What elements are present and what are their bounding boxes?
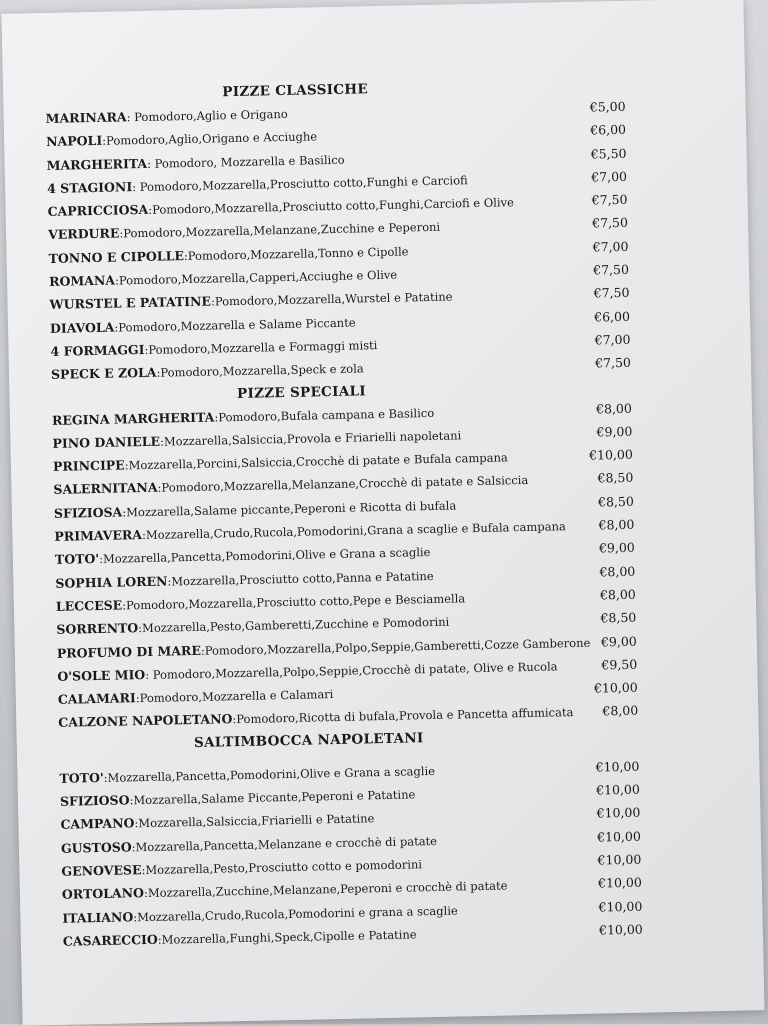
menu-item-name: LECCESE	[55, 597, 123, 614]
menu-item-name: PRINCIPE	[52, 457, 125, 475]
menu-item-price: €8,00	[599, 586, 636, 603]
menu-item-name: GUSTOSO	[60, 838, 132, 856]
menu-item-price: €5,00	[589, 98, 626, 115]
menu-item-name: NAPOLI	[46, 133, 103, 150]
menu-item-separator: :	[148, 202, 153, 218]
menu-item-separator: :	[210, 294, 216, 309]
menu-item-price: €9,00	[596, 423, 633, 440]
menu-item-name: SOPHIA LOREN	[55, 573, 168, 591]
menu-item-name: SPECK E ZOLA	[50, 364, 157, 383]
menu-item-name: CAPRICCIOSA	[47, 202, 149, 220]
menu-item-name: REGINA MARGHERITA	[51, 409, 215, 428]
menu-item-separator: :	[126, 110, 135, 125]
menu-item-ingredients: Pomodoro,Mozzarella e Calamari	[139, 687, 334, 706]
menu-item-ingredients: Mozzarella,Funghi,Speck,Cipolle e Patatine	[161, 927, 417, 947]
menu-item-ingredients: Pomodoro,Mozzarella,Tonno e Cipolle	[187, 244, 409, 263]
menu-item-price: €10,00	[598, 898, 643, 915]
menu-item-separator: :	[141, 862, 146, 878]
item-list	[59, 754, 643, 952]
menu-item-ingredients: Mozzarella,Salsiccia,Friarielli e Patatine	[138, 811, 375, 831]
menu-item-name: CASARECCIO	[62, 931, 158, 949]
menu-item-price: €8,00	[595, 400, 633, 417]
menu-item-separator: :	[214, 409, 219, 425]
menu-item-price: €8,00	[602, 703, 639, 719]
menu-content	[45, 73, 643, 953]
menu-item-ingredients: Pomodoro,Mozzarella,Speck e zola	[160, 361, 364, 380]
menu-item-price: €10,00	[597, 851, 642, 868]
menu-item-ingredients: Mozzarella,Salame Piccante,Peperoni e Patatine	[133, 787, 416, 808]
menu-item-name: 4 STAGIONI	[46, 179, 133, 196]
menu-item-price: €7,00	[592, 238, 629, 255]
menu-item-price: €10,00	[597, 874, 642, 891]
menu-item-separator: :	[135, 691, 140, 706]
menu-item-name: GENOVESE	[61, 862, 142, 879]
menu-item-price: €8,00	[599, 563, 636, 580]
menu-item-price: €6,00	[590, 122, 627, 138]
menu-item-ingredients: Pomodoro,Mozzarella,Capperi,Acciughe e Olive	[118, 267, 398, 288]
menu-item-price: €6,00	[594, 308, 631, 325]
menu-item-ingredients: Mozzarella,Salsiccia,Provola e Friarielli napoletani	[163, 428, 462, 449]
menu-item-ingredients: Pomodoro,Aglio e Origano	[134, 106, 288, 125]
menu-item-name: PROFUMO DI MARE	[56, 642, 202, 661]
menu-item-name: SALERNITANA	[53, 480, 158, 498]
menu-item-ingredients: Pomodoro, Mozzarella e Basilico	[154, 152, 345, 171]
menu-item-separator: :	[232, 712, 237, 727]
menu-item-price: €8,50	[597, 470, 634, 486]
menu-item-name: MARGHERITA	[46, 155, 148, 173]
menu-item-price: €10,00	[598, 921, 643, 938]
menu-item-name: PRIMAVERA	[54, 527, 143, 544]
menu-item-ingredients: Pomodoro,Mozzarella,Prosciutto cotto,Funghi,Carciofi e Olive	[152, 195, 515, 217]
menu-item-name: SFIZIOSA	[53, 504, 123, 521]
menu-item-price: €9,50	[601, 656, 638, 673]
menu-item-ingredients: Mozzarella,Pancetta,Melanzane e crocchè di patate	[135, 833, 438, 854]
section-pizze-speciali	[51, 374, 638, 734]
menu-item-name: VERDURE	[47, 225, 120, 243]
menu-item-price: €7,50	[594, 355, 632, 371]
menu-item-ingredients: Mozzarella,Prosciutto cotto,Panna e Patatine	[171, 568, 434, 589]
menu-item-price: €8,50	[600, 609, 637, 626]
menu-item-price: €9,00	[598, 540, 635, 556]
menu-item-separator: :	[141, 528, 147, 543]
menu-item-separator: :	[103, 770, 108, 785]
menu-item-price: €9,00	[600, 633, 637, 649]
menu-item-separator: :	[144, 342, 149, 357]
menu-item-ingredients: Pomodoro,Mozzarella,Prosciutto cotto,Pepe e Besciamella	[125, 591, 466, 613]
menu-item-name: CAMPANO	[60, 815, 135, 833]
menu-item-price: €10,00	[593, 679, 638, 696]
menu-item-separator: :	[147, 156, 155, 171]
menu-item-price: €7,50	[593, 261, 630, 278]
menu-item-name: 4 FORMAGGI	[50, 341, 145, 359]
menu-item-name: ORTOLANO	[61, 885, 145, 903]
menu-item-separator: :	[124, 458, 129, 473]
menu-item-price: €8,00	[598, 516, 635, 533]
menu-item-separator: :	[156, 365, 161, 380]
menu-item-ingredients: Pomodoro,Mozzarella,Prosciutto cotto,Funghi e Carciofi	[139, 173, 468, 194]
item-list	[52, 396, 639, 734]
menu-item-price: €10,00	[595, 758, 640, 775]
menu-item-separator: :	[129, 793, 134, 808]
section-pizze-classiche	[45, 73, 631, 387]
menu-item-ingredients: Mozzarella,Pesto,Prosciutto cotto e pomodorini	[145, 857, 423, 877]
menu-item-name: PINO DANIELE	[52, 433, 161, 451]
menu-item-ingredients: Pomodoro,Mozzarella,Wurstel e Patatine	[214, 289, 453, 309]
menu-item-ingredients: Pomodoro,Mozzarella e Salame Piccante	[118, 315, 356, 335]
menu-item-ingredients: Mozzarella,Zucchine,Melanzane,Peperoni e crocchè di patate	[147, 878, 508, 901]
menu-item-name: DIAVOLA	[49, 319, 115, 336]
menu-item-price: €10,00	[588, 446, 634, 463]
menu-item-separator: :	[131, 839, 136, 854]
menu-item-separator: :	[114, 320, 119, 335]
section-title: PIZZE CLASSICHE	[222, 81, 369, 101]
menu-item-name: O'SOLE MIO	[57, 666, 146, 684]
menu-item-name: SORRENTO	[56, 620, 139, 638]
menu-item-ingredients: Mozzarella,Pesto,Gamberetti,Zucchine e Pomodorini	[141, 614, 450, 636]
menu-item-ingredients: Mozzarella,Crudo,Rucola,Pomodorini,Grana a scaglie e Bufala campana	[145, 519, 566, 543]
menu-item-price: €7,00	[594, 331, 631, 348]
menu-item-separator: :	[200, 643, 205, 658]
menu-item-name: SFIZIOSO	[59, 792, 130, 809]
menu-item-separator: :	[99, 552, 104, 567]
menu-item-separator: :	[138, 621, 143, 636]
menu-item-ingredients: Pomodoro,Mozzarella e Formaggi misti	[148, 338, 378, 357]
menu-item-price: €7,50	[591, 192, 628, 208]
menu-item-separator: :	[133, 909, 138, 924]
menu-item-price: €10,00	[596, 828, 641, 845]
menu-sheet	[1, 0, 764, 1026]
menu-item-price: €7,50	[593, 285, 630, 301]
menu-item-price: €5,50	[590, 145, 627, 162]
menu-item-separator: :	[132, 179, 140, 195]
menu-item-ingredients: Mozzarella,Pancetta,Pomodorini,Olive e Grana a scaglie	[107, 763, 436, 785]
menu-item-separator: :	[159, 434, 165, 449]
section-title: SALTIMBOCCA NAPOLETANI	[193, 729, 424, 751]
menu-item-separator: :	[134, 816, 139, 831]
menu-item-ingredients: Mozzarella,Pancetta,Pomodorini,Olive e Grana a scaglie	[102, 545, 431, 567]
menu-item-price: €7,50	[592, 215, 629, 232]
menu-item-name: TONNO E CIPOLLE	[48, 247, 185, 266]
menu-item-ingredients: Mozzarella,Salame piccante,Peperoni e Ricotta di bufala	[126, 498, 457, 520]
menu-item-separator: :	[119, 226, 124, 241]
menu-item-separator: :	[114, 273, 120, 288]
menu-item-ingredients: Pomodoro,Aglio,Origano e Acciughe	[105, 129, 318, 149]
menu-item-separator: :	[143, 886, 149, 901]
menu-item-separator: :	[102, 134, 107, 149]
menu-item-ingredients: Pomodoro,Mozzarella,Polpo,Seppie,Crocchè di patate, Olive e Rucola	[152, 659, 558, 682]
menu-item-ingredients: Pomodoro,Mozzarella,Melanzane,Zucchine e Peperoni	[123, 220, 441, 241]
section-title: PIZZE SPECIALI	[236, 382, 367, 402]
menu-item-name: ITALIANO	[62, 908, 134, 926]
menu-item-separator: :	[167, 574, 172, 589]
section-saltimbocca-napoletani	[59, 722, 643, 952]
menu-item-separator: :	[145, 667, 153, 682]
menu-item-name: TOTO'	[59, 769, 104, 786]
menu-item-separator: :	[157, 481, 162, 496]
menu-item-price: €10,00	[596, 804, 641, 821]
item-list	[45, 95, 631, 387]
menu-item-ingredients: Pomodoro,Mozzarella,Polpo,Seppie,Gamberetti,Cozze Gamberone	[204, 635, 591, 658]
menu-item-name: CALAMARI	[57, 690, 136, 707]
menu-item-ingredients: Pomodoro,Bufala campana e Basilico	[218, 405, 435, 424]
menu-item-separator: :	[122, 505, 127, 520]
menu-item-ingredients: Mozzarella,Crudo,Rucola,Pomodorini e grana a scaglie	[136, 903, 458, 924]
menu-item-separator: :	[183, 248, 188, 263]
menu-item-price: €7,00	[591, 168, 628, 185]
menu-item-price: €10,00	[595, 781, 641, 798]
menu-item-separator: :	[122, 598, 127, 613]
menu-item-name: TOTO'	[54, 551, 100, 568]
menu-item-name: CALZONE NAPOLETANO	[58, 711, 233, 731]
menu-item-price: €8,50	[597, 493, 634, 510]
menu-item-separator: :	[157, 932, 162, 947]
menu-item-name: ROMANA	[48, 272, 116, 290]
menu-item-ingredients: Pomodoro,Mozzarella,Melanzane,Crocchè di patate e Salsiccia	[161, 473, 529, 496]
menu-item-ingredients: Pomodoro,Ricotta di bufala,Provola e Pancetta affumicata	[236, 705, 574, 727]
menu-item-name: WURSTEL E PATATINE	[49, 293, 212, 313]
menu-item-ingredients: Mozzarella,Porcini,Salsiccia,Crocchè di patate e Bufala campana	[128, 450, 508, 473]
menu-item-name: MARINARA	[45, 109, 127, 126]
